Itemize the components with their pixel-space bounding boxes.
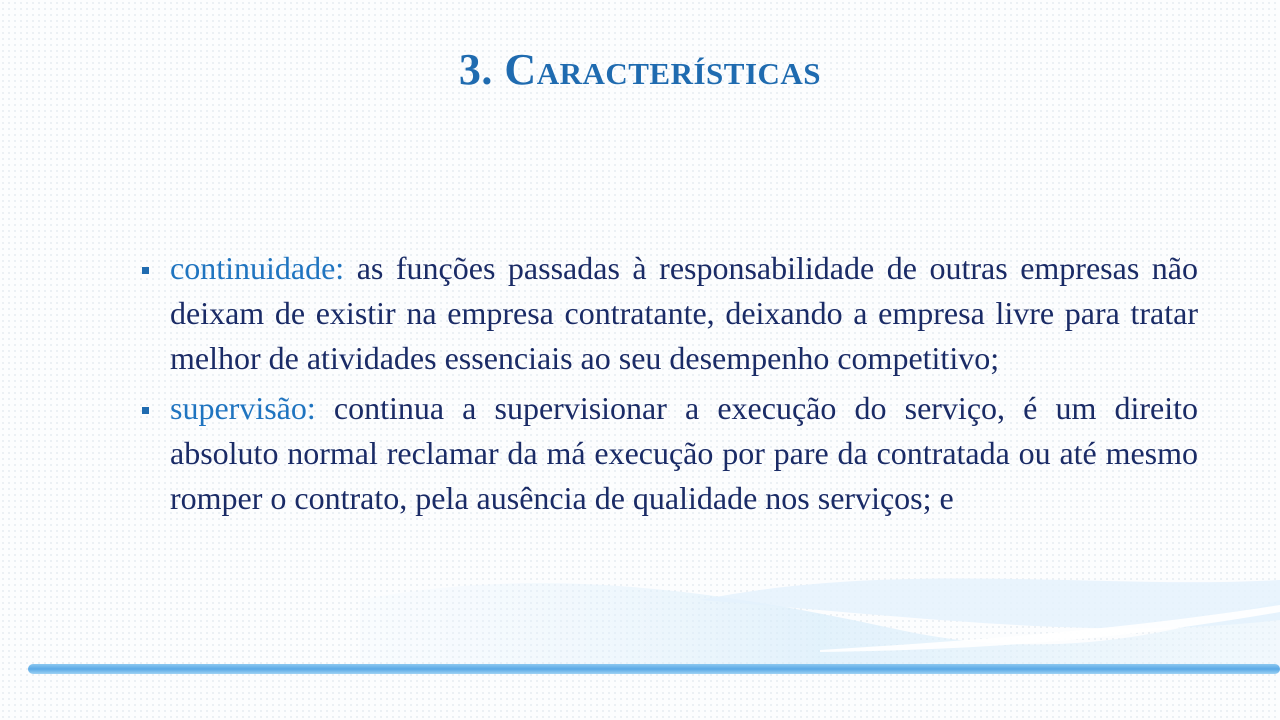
bullet-item-supervisao bbox=[170, 386, 1198, 521]
bullet-term: supervisão: bbox=[170, 390, 316, 426]
bullet-text: as funções passadas à responsabilidade de outras empresas não deixam de existir na empresa contratante, deixando a empresa livre para tratar melhor de atividades essenciais ao seu desempenho competitivo; bbox=[170, 250, 1199, 376]
square-bullet-icon bbox=[142, 407, 149, 414]
slide-title: 3. Características bbox=[458, 45, 822, 94]
bullet-item-continuidade bbox=[170, 246, 1198, 381]
square-bullet-icon bbox=[142, 267, 149, 274]
bullet-term: continuidade: bbox=[170, 250, 345, 286]
bullet-text: continua a supervisionar a execução do serviço, é um direito absoluto normal reclamar da má execução por pare da contratada ou até mesmo romper o contrato, pela ausência de qualidade nos serviços; e bbox=[170, 390, 1199, 516]
bullet-list bbox=[170, 246, 1198, 521]
accent-bar bbox=[28, 664, 1280, 674]
